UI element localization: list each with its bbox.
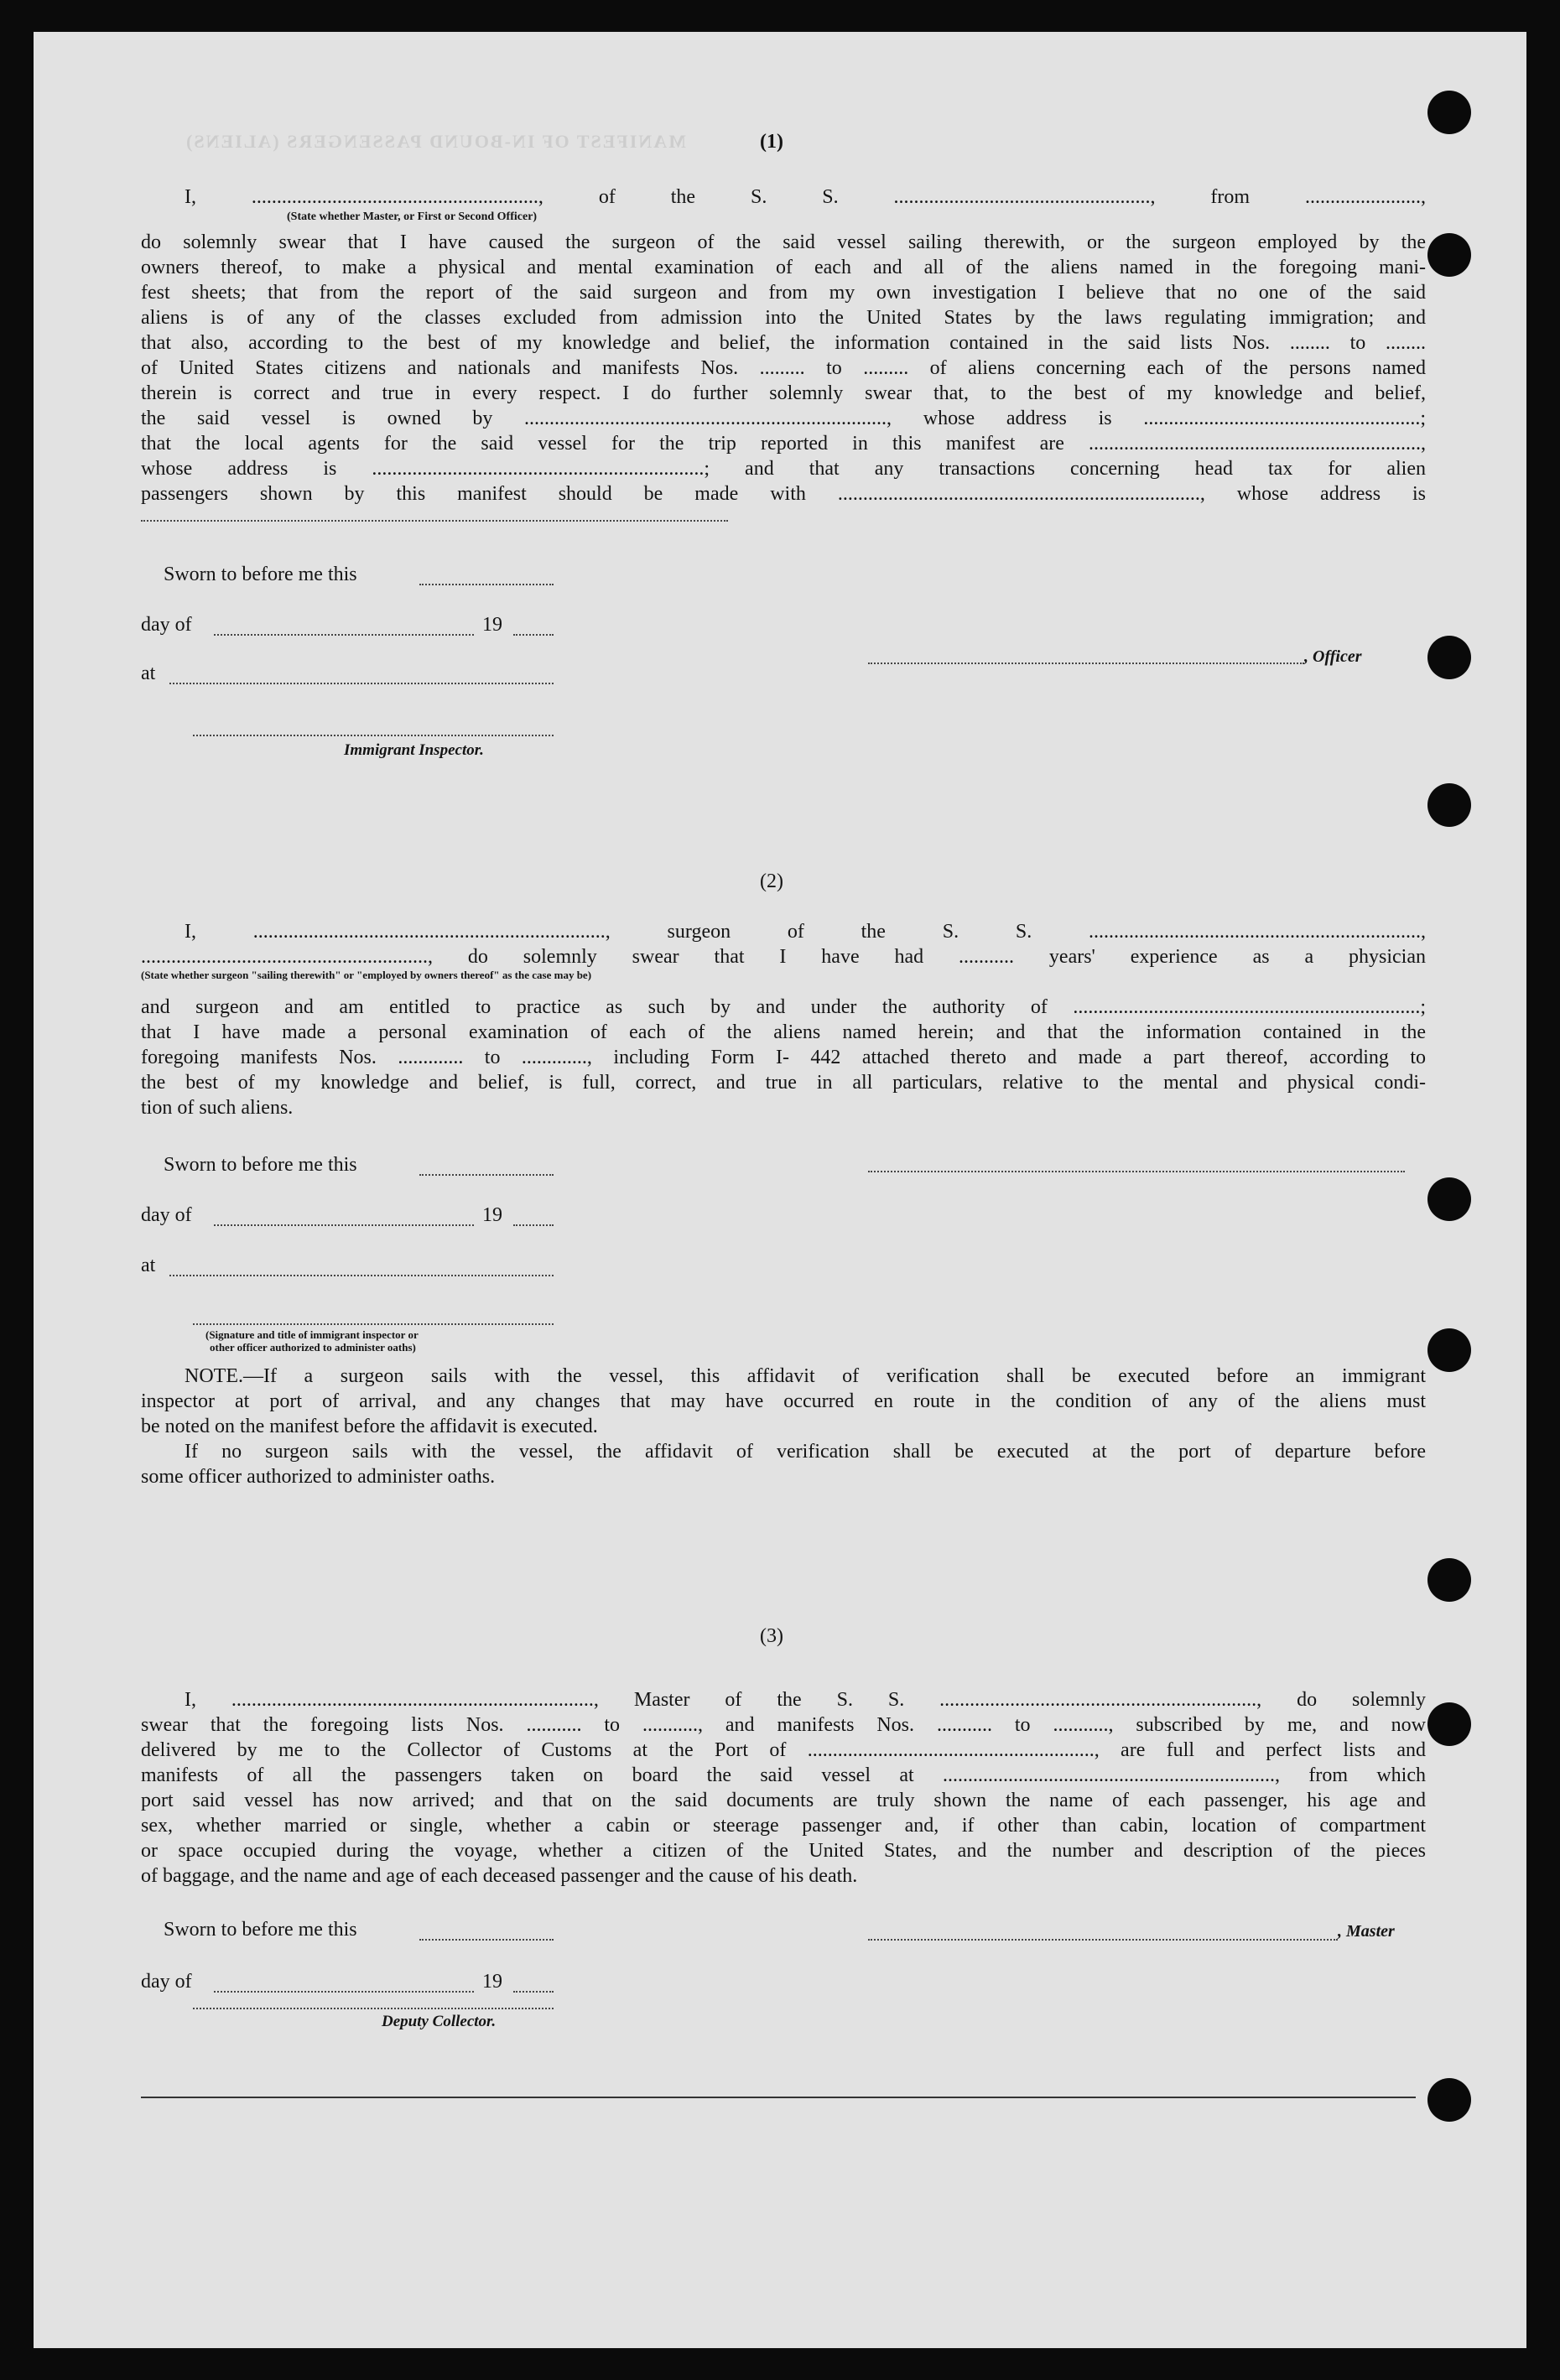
- section-1-heading: (1): [760, 131, 783, 153]
- s3-sworn-blank: [419, 1939, 554, 1941]
- note-line: If no surgeon sails with the vessel, the affidavit of verification shall be executed at the port of departure before: [185, 1441, 1426, 1463]
- bleed-through-header: MANIFEST OF IN-BOUND PASSENGERS (ALIENS): [185, 131, 686, 152]
- collector-signature-line: [193, 2008, 554, 2009]
- punch-hole: [1427, 1558, 1471, 1602]
- s2-line: the best of my knowledge and belief, is full, correct, and true in all particulars, relative to the mental and physical condi-: [141, 1072, 1426, 1094]
- s2-line: ........................................................., do solemnly swear that I have had ........... years' experience as a physician: [141, 946, 1426, 968]
- punch-hole: [1427, 91, 1471, 134]
- s1-at-blank: [169, 683, 554, 684]
- punch-hole: [1427, 2078, 1471, 2122]
- inspector-signature-line: [193, 735, 554, 736]
- s1-line: the said vessel is owned by ........................................................................, whose address is .......................................................;: [141, 408, 1426, 429]
- s1-day-blank: [214, 634, 474, 636]
- s2-line: foregoing manifests Nos. ............. to ............., including Form I- 442 attached thereto and made a part thereof, according to: [141, 1047, 1426, 1068]
- s1-line: that also, according to the best of my knowledge and belief, the information contained in the said lists Nos. ........ to ........: [141, 332, 1426, 354]
- s3-day-label: day of: [141, 1971, 192, 1993]
- s1-day-label: day of: [141, 614, 192, 636]
- punch-hole: [1427, 233, 1471, 277]
- punch-hole: [1427, 1702, 1471, 1746]
- s2-year-blank: [513, 1224, 554, 1226]
- s2-sworn-label: Sworn to before me this: [164, 1154, 357, 1176]
- s1-line: do solemnly swear that I have caused the surgeon of the said vessel sailing therewith, or the surgeon employed by the: [141, 231, 1426, 253]
- s3-year-blank: [513, 1991, 554, 1993]
- surgeon-note: (State whether surgeon "sailing therewith" or "employed by owners thereof" as the case may be): [141, 969, 592, 981]
- signature-note-1: (Signature and title of immigrant inspector or: [205, 1328, 419, 1341]
- s2-day-label: day of: [141, 1204, 192, 1226]
- bottom-rule: [141, 2097, 1416, 2098]
- s3-line: delivered by me to the Collector of Customs at the Port of ........................................................., are full and perfect lists and: [141, 1739, 1426, 1761]
- master-label: , Master: [1338, 1922, 1395, 1941]
- note-line: NOTE.—If a surgeon sails with the vessel, this affidavit of verification shall be executed before an immigrant: [185, 1365, 1426, 1387]
- surgeon-signature-line: [868, 1171, 1405, 1172]
- section-2-heading: (2): [760, 870, 783, 892]
- s1-sworn-label: Sworn to before me this: [164, 564, 357, 585]
- s1-year-label: 19: [482, 614, 502, 636]
- s2-at-label: at: [141, 1255, 156, 1276]
- s1-line: whose address is ..................................................................; and that any transactions concerning head tax for alien: [141, 458, 1426, 480]
- s1-at-label: at: [141, 663, 156, 684]
- s3-line: sex, whether married or single, whether a cabin or steerage passenger and, if other than cabin, location of compartment: [141, 1815, 1426, 1837]
- s3-year-label: 19: [482, 1971, 502, 1993]
- s1-sworn-blank: [419, 584, 554, 585]
- s2-signature-line: [193, 1323, 554, 1325]
- punch-hole: [1427, 636, 1471, 679]
- signature-note-2: other officer authorized to administer oaths): [210, 1341, 416, 1354]
- s1-line: therein is correct and true in every respect. I do further solemnly swear that, to the best of my knowledge and belief,: [141, 382, 1426, 404]
- punch-hole: [1427, 783, 1471, 827]
- s1-line: of United States citizens and nationals and manifests Nos. ......... to ......... of aliens concerning each of the persons named: [141, 357, 1426, 379]
- address-blank-line: [141, 520, 728, 522]
- s1-line: owners thereof, to make a physical and mental examination of each and all of the aliens named in the foregoing mani-: [141, 257, 1426, 278]
- note-line: be noted on the manifest before the affidavit is executed.: [141, 1416, 598, 1437]
- master-note: (State whether Master, or First or Second Officer): [287, 210, 538, 223]
- s2-line: that I have made a personal examination of each of the aliens named herein; and that the information contained in the: [141, 1021, 1426, 1043]
- s3-day-blank: [214, 1991, 474, 1993]
- manifest-page: [34, 32, 1526, 2348]
- deputy-collector-label: Deputy Collector.: [382, 2013, 497, 2030]
- s2-sworn-blank: [419, 1174, 554, 1176]
- immigrant-inspector-label: Immigrant Inspector.: [344, 741, 484, 759]
- s2-line: tion of such aliens.: [141, 1097, 294, 1119]
- s3-sworn-label: Sworn to before me this: [164, 1919, 357, 1941]
- officer-label: , Officer: [1304, 647, 1362, 666]
- s2-year-label: 19: [482, 1204, 502, 1226]
- s3-line: manifests of all the passengers taken on board the said vessel at .................................................................., from which: [141, 1764, 1426, 1786]
- s3-line: port said vessel has now arrived; and that on the said documents are truly shown the name of each passenger, his age and: [141, 1790, 1426, 1811]
- section-3-heading: (3): [760, 1625, 783, 1647]
- s1-line: aliens is of any of the classes excluded from admission into the United States by the laws regulating immigration; and: [141, 307, 1426, 329]
- s2-line: and surgeon and am entitled to practice as such by and under the authority of .....................................................................;: [141, 996, 1426, 1018]
- punch-hole: [1427, 1177, 1471, 1221]
- s1-line: passengers shown by this manifest should be made with ........................................................................, whose address is: [141, 483, 1426, 505]
- s1-line: I, ........................................................., of the S. S. ..................................................., from .......................,: [185, 186, 1426, 208]
- master-signature-line: [868, 1939, 1338, 1941]
- s2-day-blank: [214, 1224, 474, 1226]
- officer-signature-line: [868, 663, 1304, 664]
- s3-line: of baggage, and the name and age of each deceased passenger and the cause of his death.: [141, 1865, 858, 1887]
- s3-line: I, ........................................................................, Master of the S. S. ..............................................................., do solemnly: [185, 1689, 1426, 1711]
- note-line: some officer authorized to administer oaths.: [141, 1466, 496, 1488]
- s3-line: or space occupied during the voyage, whether a citizen of the United States, and the number and description of the pieces: [141, 1840, 1426, 1862]
- s2-line: I, ......................................................................, surgeon of the S. S. ..................................................................,: [185, 921, 1426, 943]
- punch-hole: [1427, 1328, 1471, 1372]
- s1-line: fest sheets; that from the report of the said surgeon and from my own investigation I believe that no one of the said: [141, 282, 1426, 304]
- s3-line: swear that the foregoing lists Nos. ........... to ..........., and manifests Nos. ........... to ..........., subscribed by me, and now: [141, 1714, 1426, 1736]
- s2-at-blank: [169, 1275, 554, 1276]
- s1-year-blank: [513, 634, 554, 636]
- s1-line: that the local agents for the said vessel for the trip reported in this manifest are ..................................................................,: [141, 433, 1426, 455]
- note-line: inspector at port of arrival, and any changes that may have occurred en route in the condition of any of the aliens must: [141, 1390, 1426, 1412]
